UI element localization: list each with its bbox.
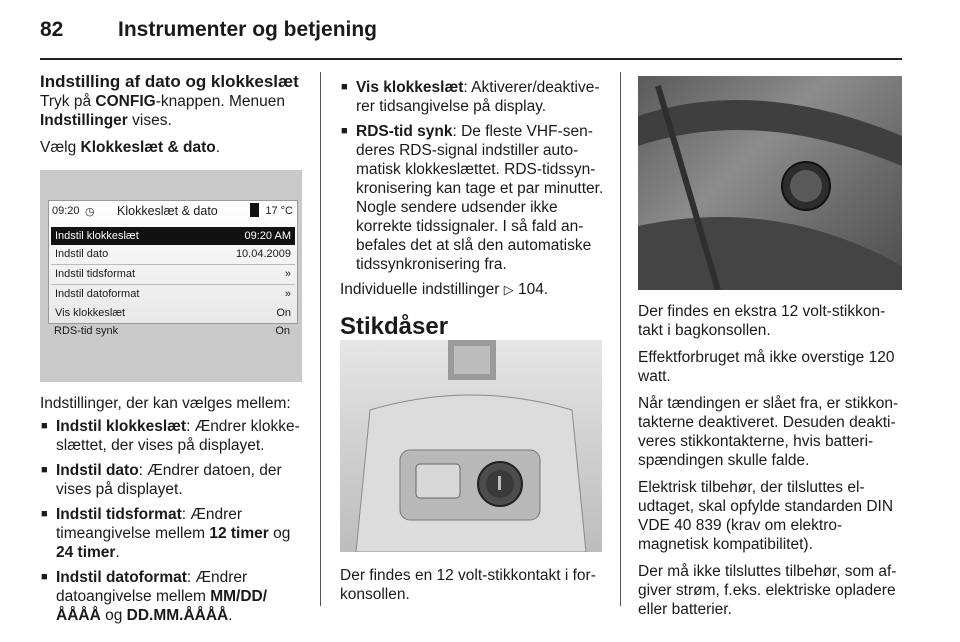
display-row-show-clock	[51, 304, 295, 322]
display-row-rds-time	[50, 322, 294, 340]
list-item	[40, 505, 302, 562]
option-term: Indstil datoformat	[56, 569, 187, 586]
option-term: Indstil tidsformat	[56, 506, 182, 523]
text: .	[228, 607, 233, 624]
option-value: 12 timer	[209, 525, 269, 542]
text: og	[268, 525, 291, 542]
text: Tryk på	[40, 93, 96, 110]
row-value: On	[276, 307, 291, 319]
config-term: CONFIG	[95, 93, 156, 110]
page-reference-icon: ▷	[503, 282, 514, 297]
paragraph-rear-socket: Der findes en ekstra 12 volt-stikkontakt i bagkonsollen.	[638, 303, 886, 339]
console-illustration	[340, 340, 602, 552]
display-row-time-format	[51, 265, 295, 283]
row-label: Indstil klokkeslæt	[55, 230, 139, 242]
column-3	[638, 302, 904, 627]
row-value: »	[284, 268, 291, 280]
time-date-term: Klokkeslæt & dato	[80, 139, 216, 156]
list-item	[40, 417, 302, 455]
display-status-bar	[49, 201, 297, 223]
display-title: Klokkeslæt & dato	[117, 204, 218, 218]
option-desc: : Ændrer datoangivelse mellem	[56, 569, 248, 605]
section-heading-sockets: Stikdåser	[340, 313, 449, 340]
options-list	[40, 417, 302, 625]
paragraph-ignition: Når tændingen er slået fra, er stikkontakterne deaktiveret. Desuden deaktiveres stikkontakterne, hvis batterispændingen skulle falde.	[638, 395, 899, 469]
column-separator	[320, 72, 321, 606]
text: vises.	[127, 112, 172, 129]
display-temperature: 17 °C	[265, 205, 293, 217]
list-item	[340, 122, 604, 274]
front-socket-caption: Der findes en 12 volt-stikkontakt i forkonsollen.	[340, 567, 596, 603]
paragraph-config	[40, 92, 302, 130]
text: -knappen. Menuen	[155, 93, 285, 110]
row-value: »	[284, 288, 291, 300]
option-desc: : Ændrer timeangivelse mellem	[56, 506, 243, 542]
list-item	[340, 78, 604, 116]
row-label: Indstil tidsformat	[55, 268, 136, 280]
row-label: Indstil datoformat	[55, 288, 140, 300]
text: 104.	[513, 281, 549, 298]
list-item	[40, 461, 302, 499]
option-value: DD.MM.ÅÅÅÅ	[126, 607, 229, 624]
text: .	[215, 139, 221, 156]
text: .	[115, 544, 120, 561]
paragraph-power-limit: Effektforbruget må ikke overstige 120 watt.	[638, 349, 895, 385]
cross-reference	[340, 280, 604, 299]
text: og	[100, 607, 127, 624]
option-desc: : De fleste VHF-senderes RDS-signal indstiller automatisk klokkeslættet. RDS-tidssynkronisering kan tage et par minutter. Nogle sendere udsender ikke korrekte tidssignaler. I så fald anbefales det at slå den automatiske tidssynkronisering fra.	[356, 123, 604, 273]
display-clock: 09:20	[52, 205, 80, 217]
option-desc: : Ændrer datoen, der vises på displayet.	[56, 462, 282, 498]
column-1	[40, 72, 302, 165]
row-value: 09:20 AM	[244, 230, 291, 242]
option-desc: : Ændrer klokkeslættet, der vises på displayet.	[56, 418, 300, 454]
page-number: 82	[40, 18, 64, 41]
row-value: On	[275, 325, 290, 337]
paragraph-select	[40, 138, 302, 157]
options-intro: Indstillinger, der kan vælges mellem:	[40, 395, 291, 412]
column-separator	[620, 72, 621, 606]
option-value: 24 timer	[56, 544, 116, 561]
thermometer-icon	[250, 203, 259, 217]
option-desc: : Aktiverer/deaktiverer tidsangivelse på display.	[356, 79, 600, 115]
text: Vælg	[40, 139, 81, 156]
header-rule	[40, 58, 902, 60]
page-header	[40, 14, 902, 48]
clock-icon: ◷	[85, 206, 95, 218]
text: Individuelle indstillinger	[340, 281, 504, 298]
option-term: Indstil dato	[56, 462, 139, 479]
front-console-socket-photo	[340, 340, 602, 552]
settings-term: Indstillinger	[40, 112, 128, 129]
rear-console-socket-photo	[638, 76, 902, 290]
paragraph-warning: Der må ikke tilsluttes tilbehør, som afgiver strøm, f.eks. elektriske opladere eller batterier.	[638, 563, 897, 618]
page-title: Instrumenter og betjening	[118, 18, 378, 41]
column-1-options	[40, 394, 302, 631]
row-label: Indstil dato	[55, 248, 109, 260]
rear-console-illustration	[638, 76, 902, 290]
display-row-date-format	[51, 285, 295, 303]
row-label: Vis klokkeslæt	[55, 307, 126, 319]
option-value: MM/DD/ÅÅÅÅ	[56, 588, 268, 624]
column-2	[340, 78, 604, 341]
paragraph-standard: Elektrisk tilbehør, der tilsluttes eludtaget, skal opfylde standarden DIN VDE 40 839 (krav om elektromagnetisk kompatibilitet).	[638, 479, 894, 553]
display-row-set-date	[51, 245, 295, 263]
option-term: Vis klokkeslæt	[356, 79, 464, 96]
section-heading-date-time: Indstilling af dato og klokkeslæt	[40, 72, 299, 91]
row-label: RDS-tid synk	[54, 325, 119, 337]
row-value: 10.04.2009	[235, 248, 291, 260]
display-screen	[48, 200, 298, 324]
display-screenshot-figure	[40, 170, 302, 382]
option-term: RDS-tid synk	[356, 123, 453, 140]
display-row-set-time	[51, 227, 295, 245]
option-term: Indstil klokkeslæt	[56, 418, 187, 435]
options-list-continued	[340, 78, 604, 274]
list-item	[40, 568, 302, 625]
